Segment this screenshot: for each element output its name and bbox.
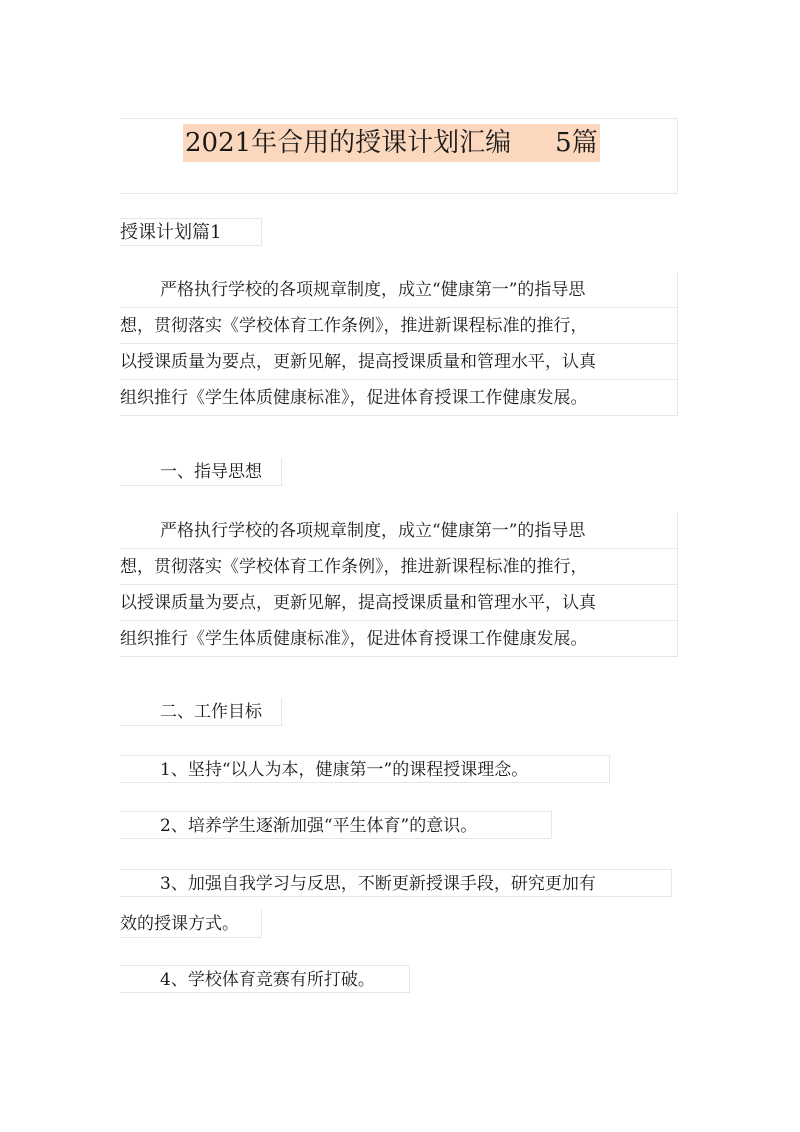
title-main: 2021年合用的授课计划汇编 bbox=[185, 128, 512, 158]
paragraph-line: 以授课质量为要点，更新见解，提高授课质量和管理水平，认真 bbox=[120, 585, 678, 621]
document-title bbox=[183, 124, 600, 162]
section-heading: 授课计划篇1 bbox=[120, 218, 262, 246]
paragraph-line: 严格执行学校的各项规章制度，成立“健康第一”的指导思 bbox=[120, 272, 678, 308]
paragraph-line: 组织推行《学生体质健康标准》，促进体育授课工作健康发展。 bbox=[120, 621, 678, 657]
guiding-heading: 一、指导思想 bbox=[120, 458, 282, 486]
paragraph-line: 严格执行学校的各项规章制度，成立“健康第一”的指导思 bbox=[120, 513, 678, 549]
goal-item-2: 2、培养学生逐渐加强“平生体育”的意识。 bbox=[120, 811, 552, 839]
guiding-paragraph bbox=[120, 513, 678, 657]
paragraph-line: 想，贯彻落实《学校体育工作条例》，推进新课程标准的推行， bbox=[120, 308, 678, 344]
paragraph-line: 想，贯彻落实《学校体育工作条例》，推进新课程标准的推行， bbox=[120, 549, 678, 585]
paragraph-line: 组织推行《学生体质健康标准》，促进体育授课工作健康发展。 bbox=[120, 380, 678, 416]
goal-item-4: 4、学校体育竞赛有所打破。 bbox=[120, 965, 410, 993]
goals-heading: 二、工作目标 bbox=[120, 698, 282, 726]
paragraph-line: 以授课质量为要点，更新见解，提高授课质量和管理水平，认真 bbox=[120, 344, 678, 380]
intro-paragraph bbox=[120, 272, 678, 416]
goal-item-3-continued: 效的授课方式。 bbox=[120, 910, 262, 938]
title-count: 5篇 bbox=[555, 128, 598, 158]
goal-item-1: 1、坚持“以人为本，健康第一”的课程授课理念。 bbox=[120, 755, 610, 783]
goal-item-3: 3、加强自我学习与反思，不断更新授课手段，研究更加有 bbox=[120, 869, 672, 897]
